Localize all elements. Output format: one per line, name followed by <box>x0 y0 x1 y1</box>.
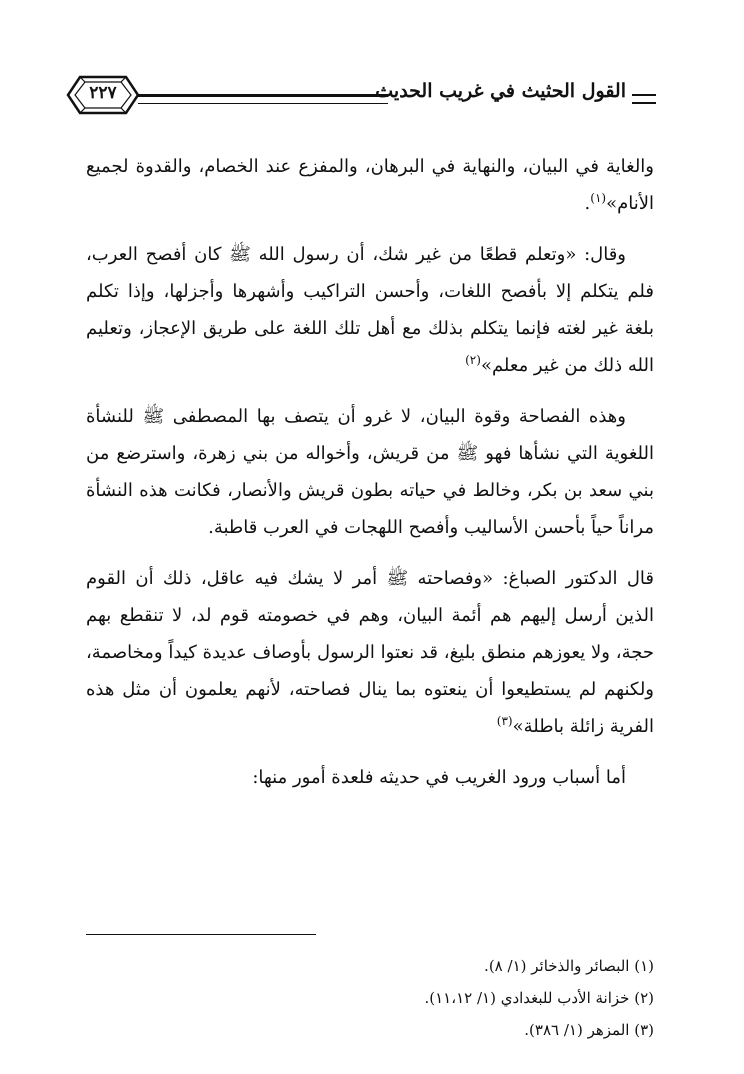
footnote-separator <box>86 934 316 935</box>
footnote-item: (٣) المزهر (١/ ٣٨٦). <box>524 1021 654 1039</box>
paragraph: وهذه الفصاحة وقوة البيان، لا غرو أن يتصف بها المصطفى ﷺ للنشأة اللغوية التي نشأها فهو ﷺ من قريش، وأخواله من بني زهرة، واسترضع من بني سعد بن بكر، وخالط في حياته بطون قريش والأنصار، فكانت هذه النشأة مراناً حياً بأحسن الأساليب وأفصح اللهجات في العرب قاطبة. <box>86 406 654 538</box>
header-title: القول الحثيث في غريب الحديث <box>375 80 626 102</box>
paragraph: قال الدكتور الصباغ: «وفصاحته ﷺ أمر لا يشك فيه عاقل، ذلك أن القوم الذين أرسل إليهم هم أئمة البيان، وهم في خصومته قوم لد، لا تنقطع بهم حجة، ولا يعوزهم منطق بليغ، قد نعتوا الرسول بأوصاف عديدة كيداً ومخاصمة، ولكنهم لم يستطيعوا أن ينعتوه بما ينال فصاحته، لأنهم يعلمون أن مثل هذه الفرية زائلة باطلة»$^{(٣)}$ <box>86 568 654 737</box>
footnote-ref: (١) <box>590 191 607 205</box>
footnote-item: (٢) خزانة الأدب للبغدادي (١/ ١١،١٢). <box>424 989 654 1007</box>
paragraph: والغاية في البيان، والنهاية في البرهان، والمفزع عند الخصام، والقدوة لجميع الأنام»$^{(١)}$. <box>86 156 654 214</box>
footnote-ref: (٣) <box>496 714 513 728</box>
page-number-frame <box>66 74 140 116</box>
page-body <box>86 148 654 810</box>
paragraph: أما أسباب ورود الغريب في حديثه فلعدة أمور منها: <box>252 767 626 788</box>
header-dash-ornament <box>632 94 656 104</box>
footnote-item: (١) البصائر والذخائر (١/ ٨). <box>484 957 654 975</box>
footnotes <box>86 950 654 1046</box>
running-header <box>66 74 656 118</box>
paragraph: وقال: «وتعلم قطعًا من غير شك، أن رسول الله ﷺ كان أفصح العرب، فلم يتكلم إلا بأفصح اللغات، وأحسن التراكيب وأشهرها وأجزلها، وإذا تكلم بلغة غير لغته فإنما يتكلم بذلك مع أهل تلك اللغة على طريق الإعجاز، وتعليم الله ذلك من غير معلم»$^{(٢)}$ <box>86 244 654 376</box>
header-rule <box>138 94 388 104</box>
page-number: ٢٢٧ <box>89 83 117 103</box>
footnote-ref: (٢) <box>465 353 481 367</box>
